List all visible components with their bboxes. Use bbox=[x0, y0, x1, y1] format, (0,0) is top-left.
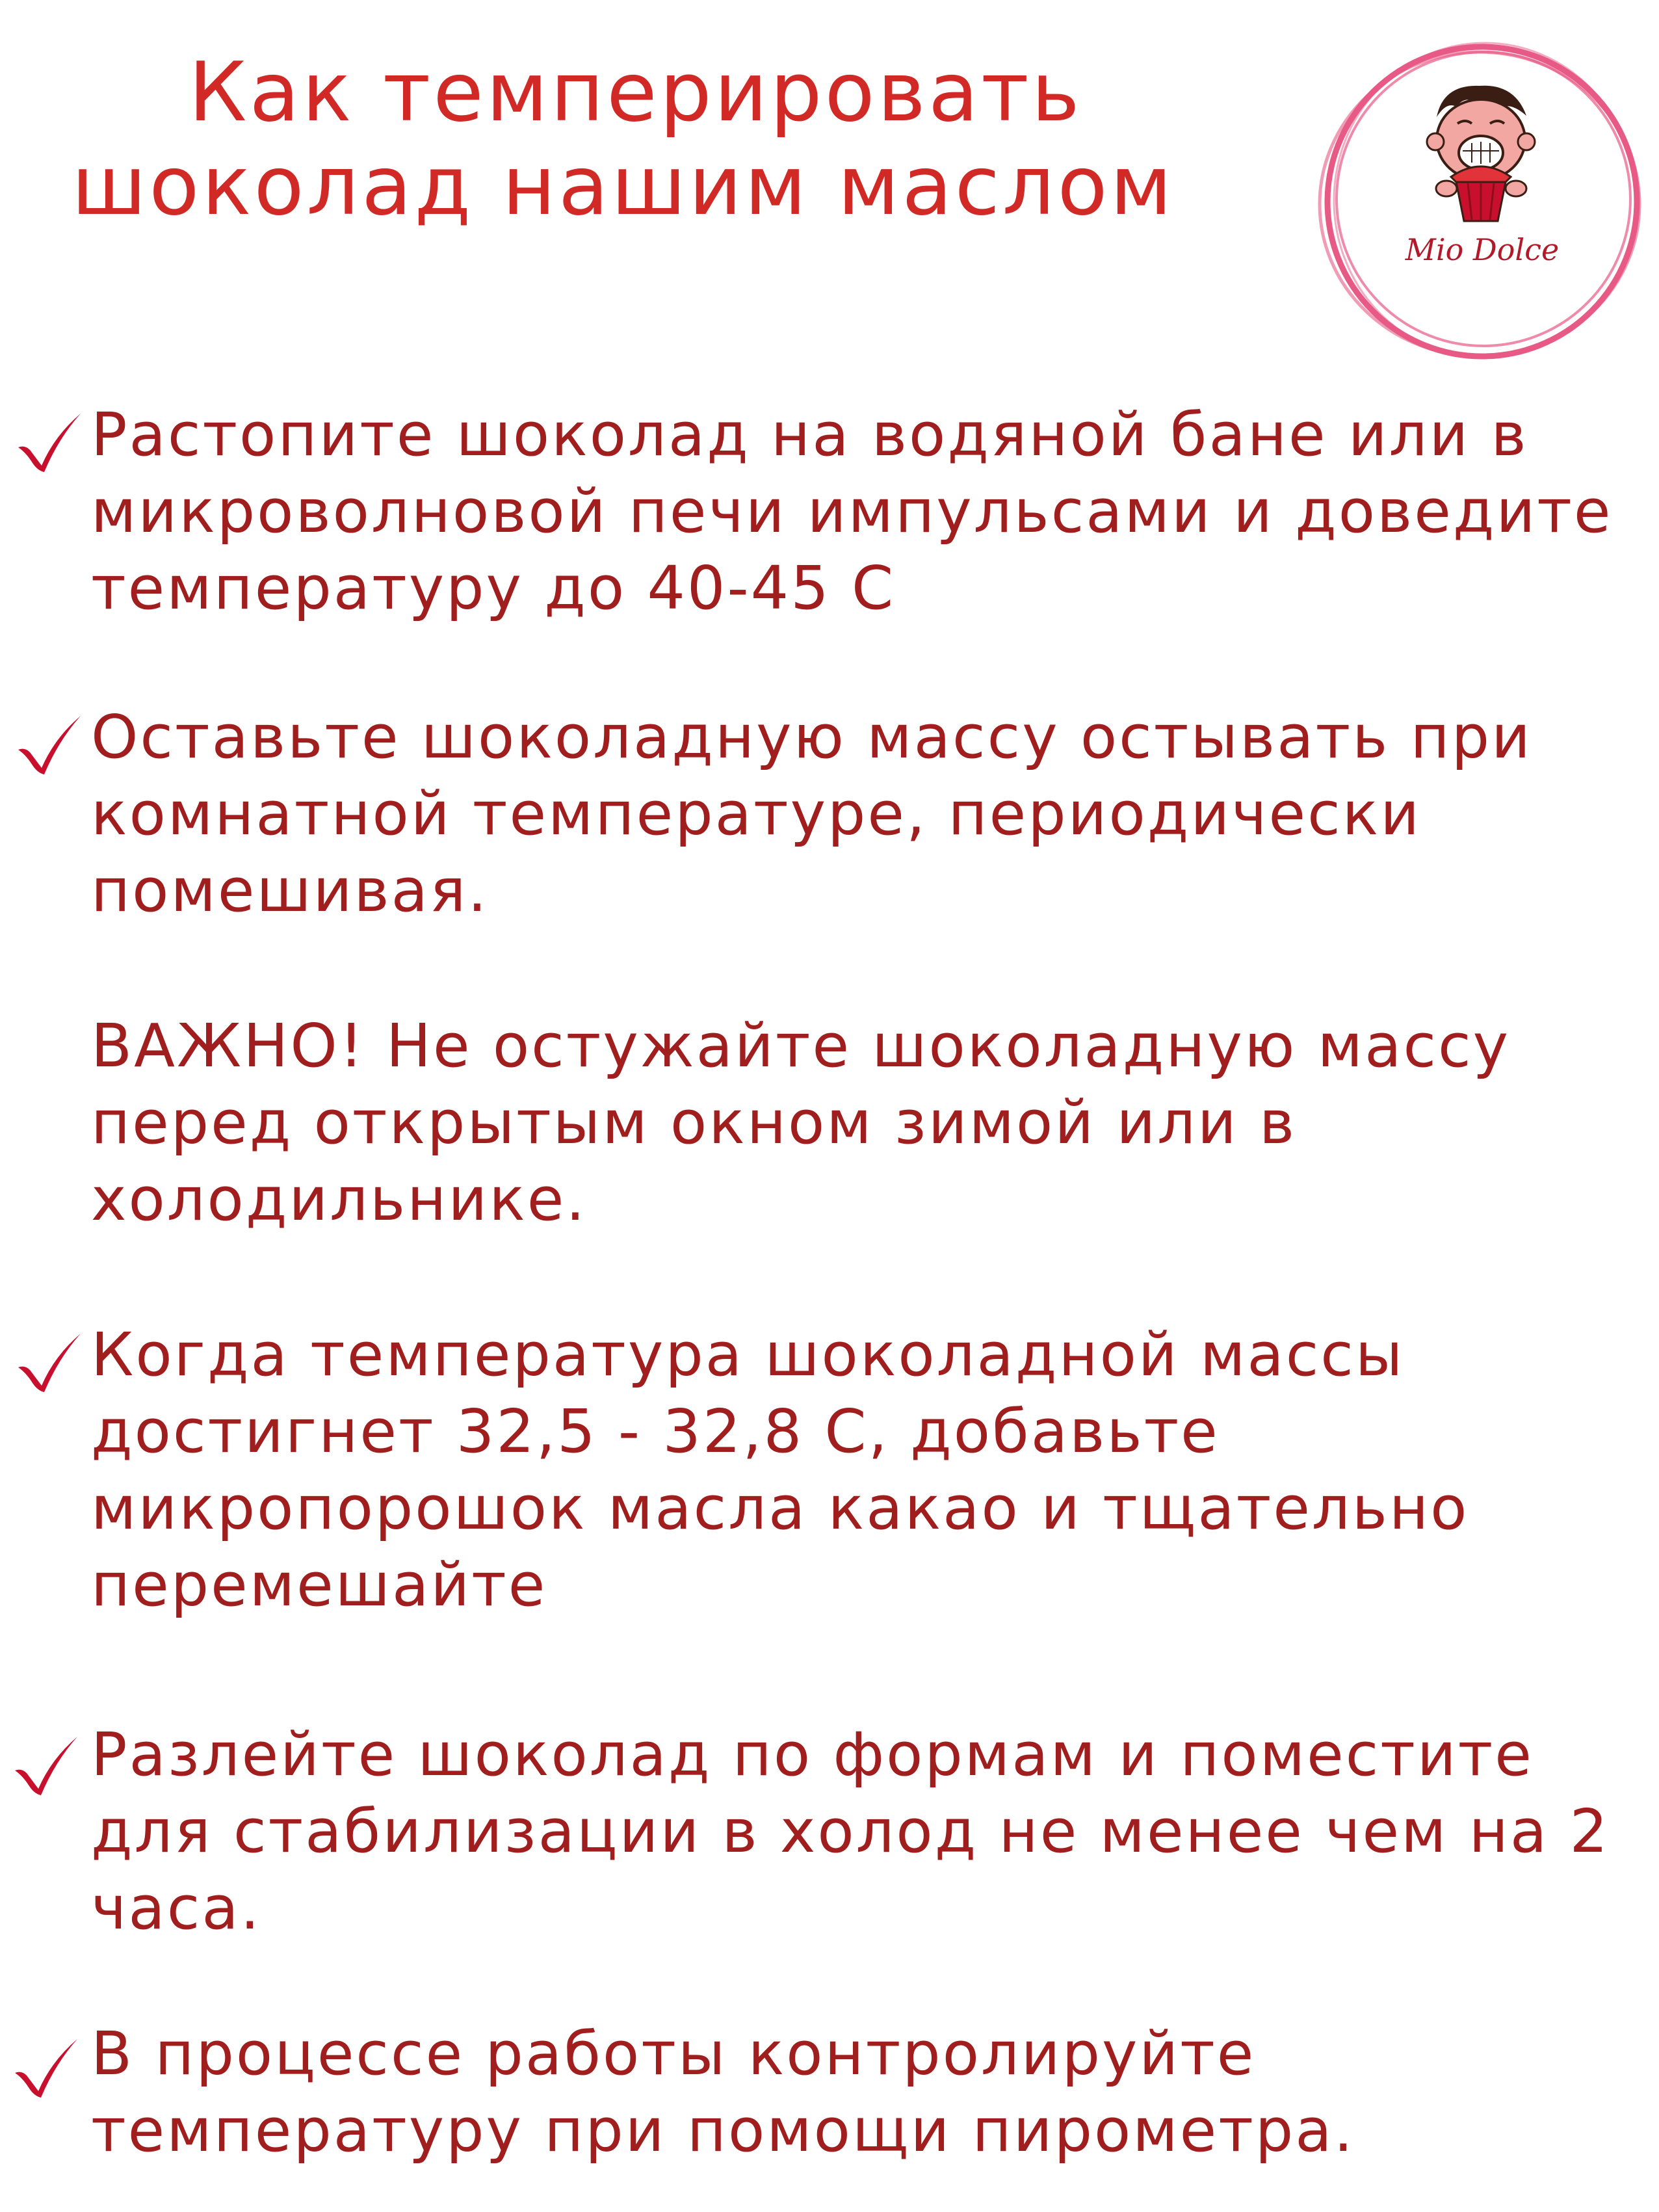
step-line: комнатной температуре, периодически bbox=[91, 779, 1422, 849]
note-text bbox=[91, 1008, 1638, 1238]
step-line: часа. bbox=[91, 1873, 261, 1943]
step-text bbox=[91, 1317, 1638, 1624]
step-line: помешивая. bbox=[91, 856, 489, 925]
checkmark-icon bbox=[10, 1733, 81, 1798]
title-line-1: Как темперировать bbox=[189, 44, 1082, 140]
note-line: ВАЖНО! Не остужайте шоколадную массу bbox=[91, 1011, 1511, 1081]
step-line: Оставьте шоколадную массу остывать при bbox=[91, 702, 1532, 772]
checkmark-icon bbox=[13, 1330, 85, 1395]
page-title bbox=[72, 46, 1274, 233]
step-line: перемешайте bbox=[91, 1550, 547, 1620]
brand-logo bbox=[1307, 26, 1658, 377]
step-line: Разлейте шоколад по формам и поместите bbox=[91, 1720, 1534, 1789]
step-line: Когда температура шоколадной массы bbox=[91, 1320, 1405, 1389]
step-line: В процессе работы контролируйте bbox=[91, 2019, 1256, 2088]
checkmark-icon bbox=[13, 712, 85, 777]
checkmark-icon bbox=[10, 2035, 81, 2100]
step-line: Растопите шоколад на водяной бане или в bbox=[91, 400, 1528, 469]
step-text bbox=[91, 2016, 1638, 2169]
step-text bbox=[91, 1717, 1638, 1947]
step-line: температуру при помощи пирометра. bbox=[91, 2096, 1355, 2165]
logo-brand-text: Mio Dolce bbox=[1405, 232, 1560, 267]
note-line: перед открытым окном зимой или в bbox=[91, 1088, 1297, 1157]
note-line: холодильнике. bbox=[91, 1165, 587, 1234]
child-with-cupcake-logo-icon bbox=[1307, 26, 1658, 377]
step-line: для стабилизации в холод не менее чем на 2 bbox=[91, 1797, 1610, 1866]
step-line: достигнет 32,5 - 32,8 С, добавьте bbox=[91, 1397, 1220, 1466]
step-text bbox=[91, 397, 1638, 627]
step-line: микропорошок масла какао и тщательно bbox=[91, 1473, 1469, 1543]
title-line-2: шоколад нашим маслом bbox=[72, 138, 1175, 233]
checkmark-icon bbox=[13, 410, 85, 475]
step-line: температуру до 40-45 С bbox=[91, 553, 896, 623]
step-line: микроволновой печи импульсами и доведите bbox=[91, 477, 1613, 546]
step-text bbox=[91, 699, 1638, 929]
